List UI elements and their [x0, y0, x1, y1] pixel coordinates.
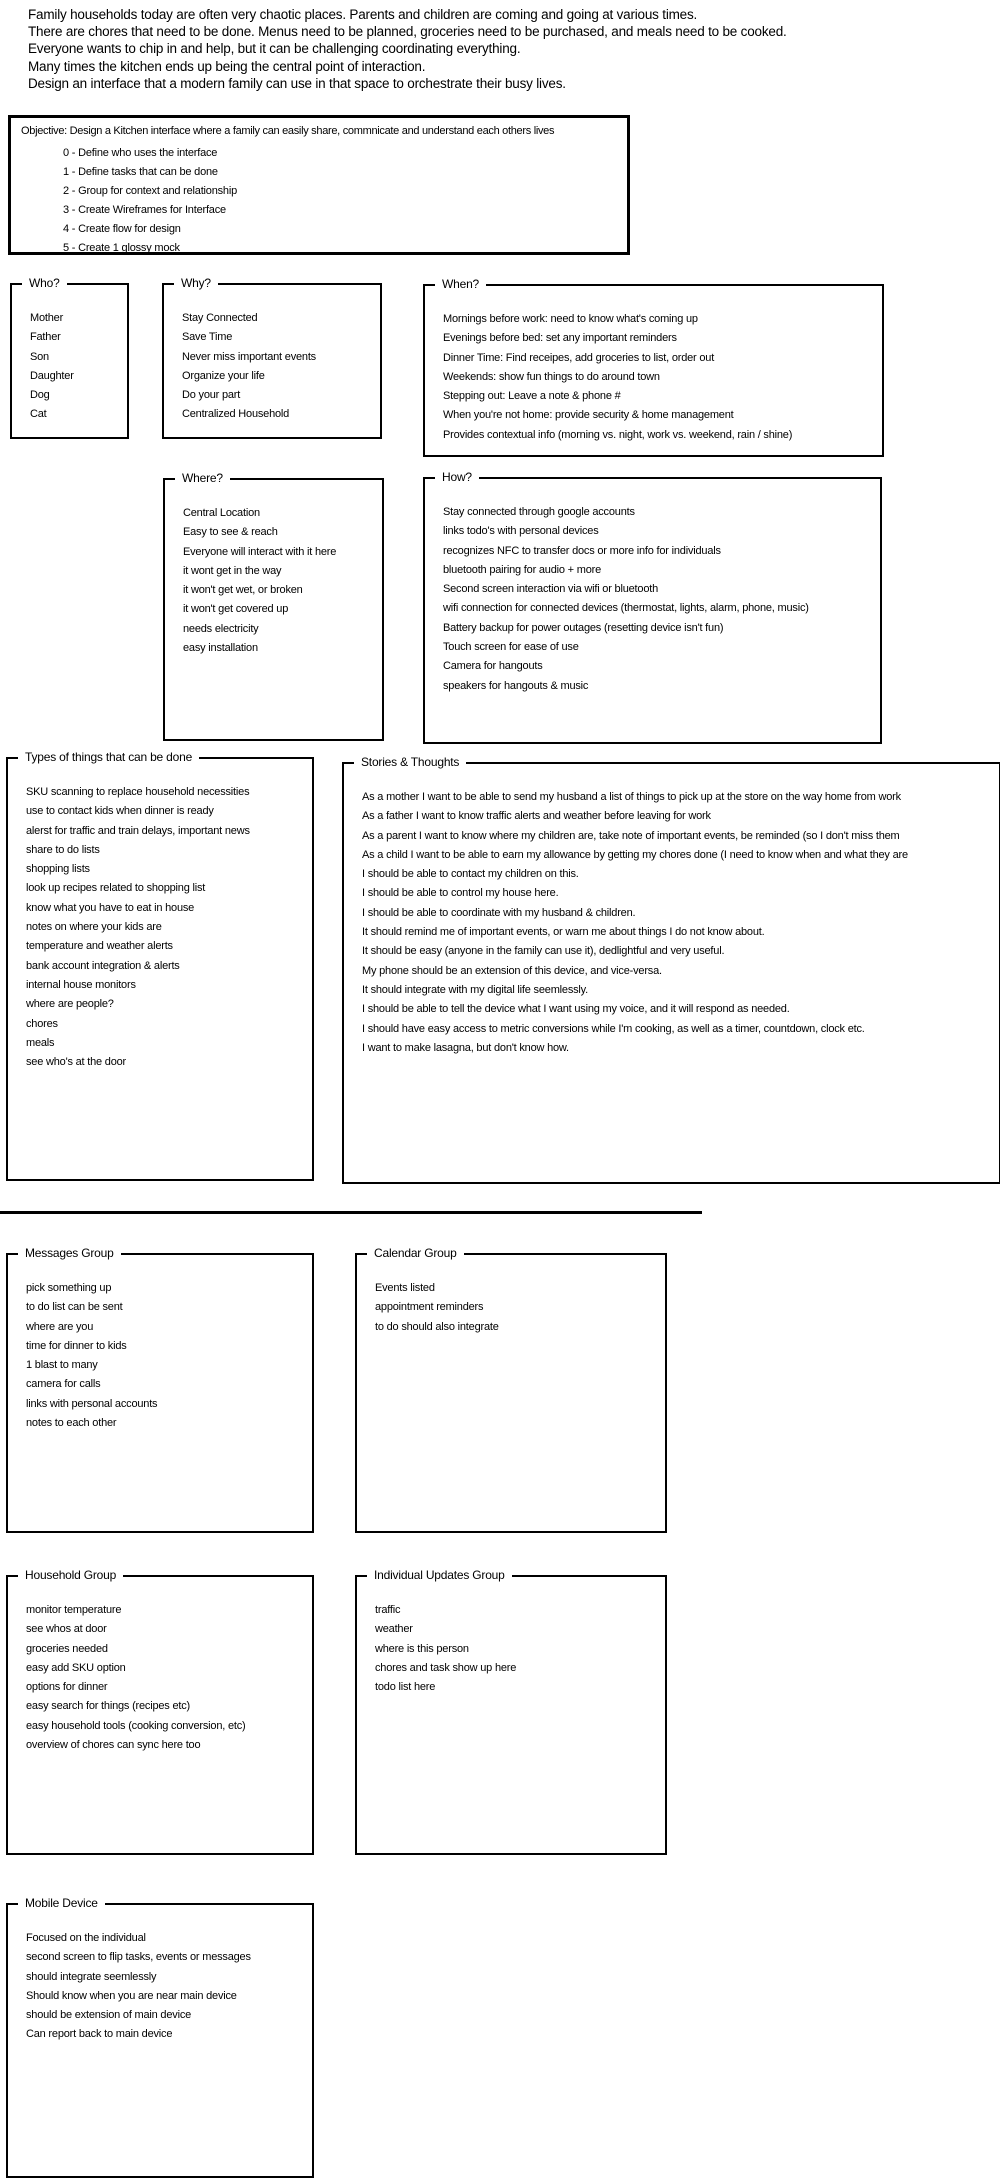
list-item: Son: [30, 350, 49, 363]
list-item: needs electricity: [183, 622, 259, 635]
messages-group-box-legend: Messages Group: [18, 1246, 121, 1260]
list-item: I want to make lasagna, but don't know how.: [362, 1041, 569, 1054]
list-item: to do should also integrate: [375, 1320, 499, 1333]
list-item: shopping lists: [26, 863, 90, 876]
objective-title: Objective: Design a Kitchen interface where a family can easily share, commnicate and understand each others lives: [21, 125, 555, 137]
where-box: [163, 471, 384, 741]
stories-thoughts-box: [342, 755, 1000, 1184]
list-item: know what you have to eat in house: [26, 901, 195, 914]
list-item: Battery backup for power outages (resetting device isn't fun): [443, 621, 724, 634]
list-item: where is this person: [375, 1642, 469, 1655]
list-item: Never miss important events: [182, 350, 316, 363]
list-item: meals: [26, 1036, 55, 1049]
list-item: 5 - Create 1 glossy mock: [63, 242, 180, 254]
individual-updates-group-box: [355, 1568, 667, 1855]
how-box-legend: How?: [435, 470, 479, 484]
list-item: Centralized Household: [182, 408, 290, 421]
list-item: alerst for traffic and train delays, important news: [26, 824, 250, 837]
list-item: Daughter: [30, 369, 74, 382]
list-item: chores: [26, 1017, 58, 1030]
individual-updates-group-box-items: [375, 1601, 662, 1850]
list-item: Stay connected through google accounts: [443, 506, 635, 518]
how-box-items: [443, 503, 877, 739]
objective-box: [8, 115, 630, 255]
list-item: Should know when you are near main device: [26, 1989, 237, 2002]
list-item: links with personal accounts: [26, 1397, 158, 1410]
list-item: It should integrate with my digital life seemlessly.: [362, 983, 588, 996]
messages-group-box-items: [26, 1279, 309, 1528]
list-item: 0 - Define who uses the interface: [63, 147, 218, 159]
types-of-things-box-legend: Types of things that can be done: [18, 750, 199, 764]
list-item: wifi connection for connected devices (thermostat, lights, alarm, phone, music): [443, 602, 809, 615]
messages-group-box: [6, 1246, 314, 1533]
list-item: Dog: [30, 389, 50, 402]
list-item: time for dinner to kids: [26, 1339, 127, 1352]
why-box: [162, 276, 382, 439]
list-item: As a parent I want to know where my children are, take note of important events, be reminded (so I don't miss them: [362, 829, 900, 842]
list-item: Stepping out: Leave a note & phone #: [443, 390, 621, 403]
list-item: bank account integration & alerts: [26, 959, 180, 972]
list-item: Easy to see & reach: [183, 526, 278, 539]
list-item: Cat: [30, 408, 47, 421]
intro-text: [28, 6, 993, 92]
list-item: notes on where your kids are: [26, 921, 162, 934]
list-item: Organize your life: [182, 369, 265, 382]
list-item: Save Time: [182, 331, 233, 344]
section-divider: [0, 1211, 702, 1214]
household-group-box: [6, 1568, 314, 1855]
mobile-device-box-items: [26, 1929, 309, 2173]
list-item: 1 - Define tasks that can be done: [63, 166, 218, 178]
list-item: options for dinner: [26, 1681, 108, 1694]
stories-thoughts-box-items: [362, 788, 996, 1179]
mobile-device-box-legend: Mobile Device: [18, 1896, 105, 1910]
list-item: it won't get wet, or broken: [183, 584, 303, 597]
list-item: 4 - Create flow for design: [63, 223, 181, 235]
why-box-legend: Why?: [174, 276, 218, 290]
list-item: I should be able to tell the device what I want using my voice, and it will respond as needed.: [362, 1003, 790, 1016]
list-item: Design an interface that a modern family can use in that space to orchestrate their busy lives.: [28, 75, 566, 91]
objective-steps: [63, 144, 623, 258]
list-item: easy add SKU option: [26, 1661, 126, 1674]
list-item: should be extension of main device: [26, 2009, 192, 2022]
list-item: links todo's with personal devices: [443, 525, 599, 538]
when-box-items: [443, 310, 879, 452]
list-item: My phone should be an extension of this device, and vice-versa.: [362, 964, 662, 977]
who-box-legend: Who?: [22, 276, 67, 290]
list-item: should integrate seemlessly: [26, 1970, 157, 1983]
list-item: recognizes NFC to transfer docs or more info for individuals: [443, 544, 721, 557]
list-item: Stay Connected: [182, 312, 258, 324]
list-item: As a father I want to know traffic alerts and weather before leaving for work: [362, 810, 711, 823]
list-item: look up recipes related to shopping list: [26, 882, 206, 895]
list-item: overview of chores can sync here too: [26, 1739, 201, 1752]
where-box-legend: Where?: [175, 471, 230, 485]
list-item: Weekends: show fun things to do around town: [443, 370, 660, 383]
list-item: pick something up: [26, 1282, 112, 1294]
who-box: [10, 276, 129, 439]
list-item: Everyone will interact with it here: [183, 545, 337, 558]
list-item: see who's at the door: [26, 1056, 127, 1069]
list-item: When you're not home: provide security & home management: [443, 409, 734, 422]
list-item: use to contact kids when dinner is ready: [26, 805, 214, 818]
list-item: 1 blast to many: [26, 1359, 98, 1372]
list-item: traffic: [375, 1604, 401, 1616]
list-item: where are people?: [26, 998, 114, 1011]
list-item: where are you: [26, 1320, 94, 1333]
list-item: temperature and weather alerts: [26, 940, 173, 953]
list-item: 3 - Create Wireframes for Interface: [63, 204, 226, 216]
list-item: Family households today are often very chaotic places. Parents and children are coming and going at various times.: [28, 7, 698, 22]
list-item: Mother: [30, 312, 64, 324]
list-item: As a child I want to be able to earn my allowance by getting my chores done (I need to know when and what they are: [362, 848, 908, 861]
calendar-group-box-legend: Calendar Group: [367, 1246, 464, 1260]
calendar-group-box-items: [375, 1279, 662, 1528]
list-item: Dinner Time: Find receipes, add groceries to list, order out: [443, 351, 715, 364]
list-item: It should remind me of important events, or warn me about things I do not know about.: [362, 926, 765, 939]
list-item: it wont get in the way: [183, 564, 282, 577]
list-item: see whos at door: [26, 1623, 107, 1636]
list-item: Second screen interaction via wifi or bluetooth: [443, 583, 659, 596]
list-item: internal house monitors: [26, 978, 136, 991]
when-box: [423, 277, 884, 457]
list-item: groceries needed: [26, 1642, 108, 1655]
list-item: easy installation: [183, 642, 258, 655]
list-item: speakers for hangouts & music: [443, 679, 589, 692]
where-box-items: [183, 504, 379, 736]
types-of-things-box-items: [26, 783, 309, 1176]
household-group-box-items: [26, 1601, 309, 1850]
list-item: Mornings before work: need to know what's coming up: [443, 313, 698, 325]
calendar-group-box: [355, 1246, 667, 1533]
list-item: chores and task show up here: [375, 1661, 517, 1674]
list-item: Central Location: [183, 507, 260, 519]
why-box-items: [182, 309, 377, 434]
mobile-device-box: [6, 1896, 314, 2178]
list-item: There are chores that need to be done. Menus need to be planned, groceries need to be purchased, and meals need to be cooked.: [28, 24, 787, 40]
list-item: easy search for things (recipes etc): [26, 1700, 190, 1713]
types-of-things-box: [6, 750, 314, 1181]
list-item: Focused on the individual: [26, 1932, 146, 1944]
how-box: [423, 470, 882, 744]
list-item: second screen to flip tasks, events or messages: [26, 1951, 251, 1964]
list-item: I should be able to control my house here.: [362, 887, 559, 900]
list-item: it won't get covered up: [183, 603, 289, 616]
list-item: notes to each other: [26, 1417, 117, 1430]
list-item: As a mother I want to be able to send my husband a list of things to pick up at the store on the way home from work: [362, 791, 901, 803]
list-item: Father: [30, 331, 61, 344]
list-item: share to do lists: [26, 843, 100, 856]
list-item: camera for calls: [26, 1378, 101, 1391]
list-item: It should be easy (anyone in the family can use it), dedlightful and very useful.: [362, 945, 725, 958]
list-item: Touch screen for ease of use: [443, 641, 579, 654]
list-item: Camera for hangouts: [443, 660, 543, 673]
list-item: SKU scanning to replace household necessities: [26, 786, 250, 798]
list-item: easy household tools (cooking conversion, etc): [26, 1719, 246, 1732]
list-item: I should be able to contact my children on this.: [362, 868, 579, 881]
stories-thoughts-box-legend: Stories & Thoughts: [354, 755, 466, 769]
list-item: Everyone wants to chip in and help, but it can be challenging coordinating everything.: [28, 41, 521, 57]
list-item: weather: [375, 1623, 413, 1636]
list-item: bluetooth pairing for audio + more: [443, 563, 602, 576]
who-box-items: [30, 309, 124, 434]
list-item: Do your part: [182, 389, 241, 402]
list-item: Can report back to main device: [26, 2028, 173, 2041]
list-item: Many times the kitchen ends up being the central point of interaction.: [28, 58, 426, 74]
list-item: I should be able to coordinate with my husband & children.: [362, 906, 636, 919]
list-item: I should have easy access to metric conversions while I'm cooking, as well as a timer, countdown, clock etc.: [362, 1022, 865, 1035]
list-item: 2 - Group for context and relationship: [63, 185, 238, 197]
list-item: to do list can be sent: [26, 1301, 123, 1314]
when-box-legend: When?: [435, 277, 486, 291]
household-group-box-legend: Household Group: [18, 1568, 123, 1582]
list-item: Evenings before bed: set any important reminders: [443, 332, 677, 345]
list-item: todo list here: [375, 1681, 436, 1694]
individual-updates-group-box-legend: Individual Updates Group: [367, 1568, 512, 1582]
list-item: monitor temperature: [26, 1604, 122, 1616]
list-item: appointment reminders: [375, 1301, 484, 1314]
list-item: Events listed: [375, 1282, 435, 1294]
list-item: Provides contextual info (morning vs. night, work vs. weekend, rain / shine): [443, 428, 793, 441]
